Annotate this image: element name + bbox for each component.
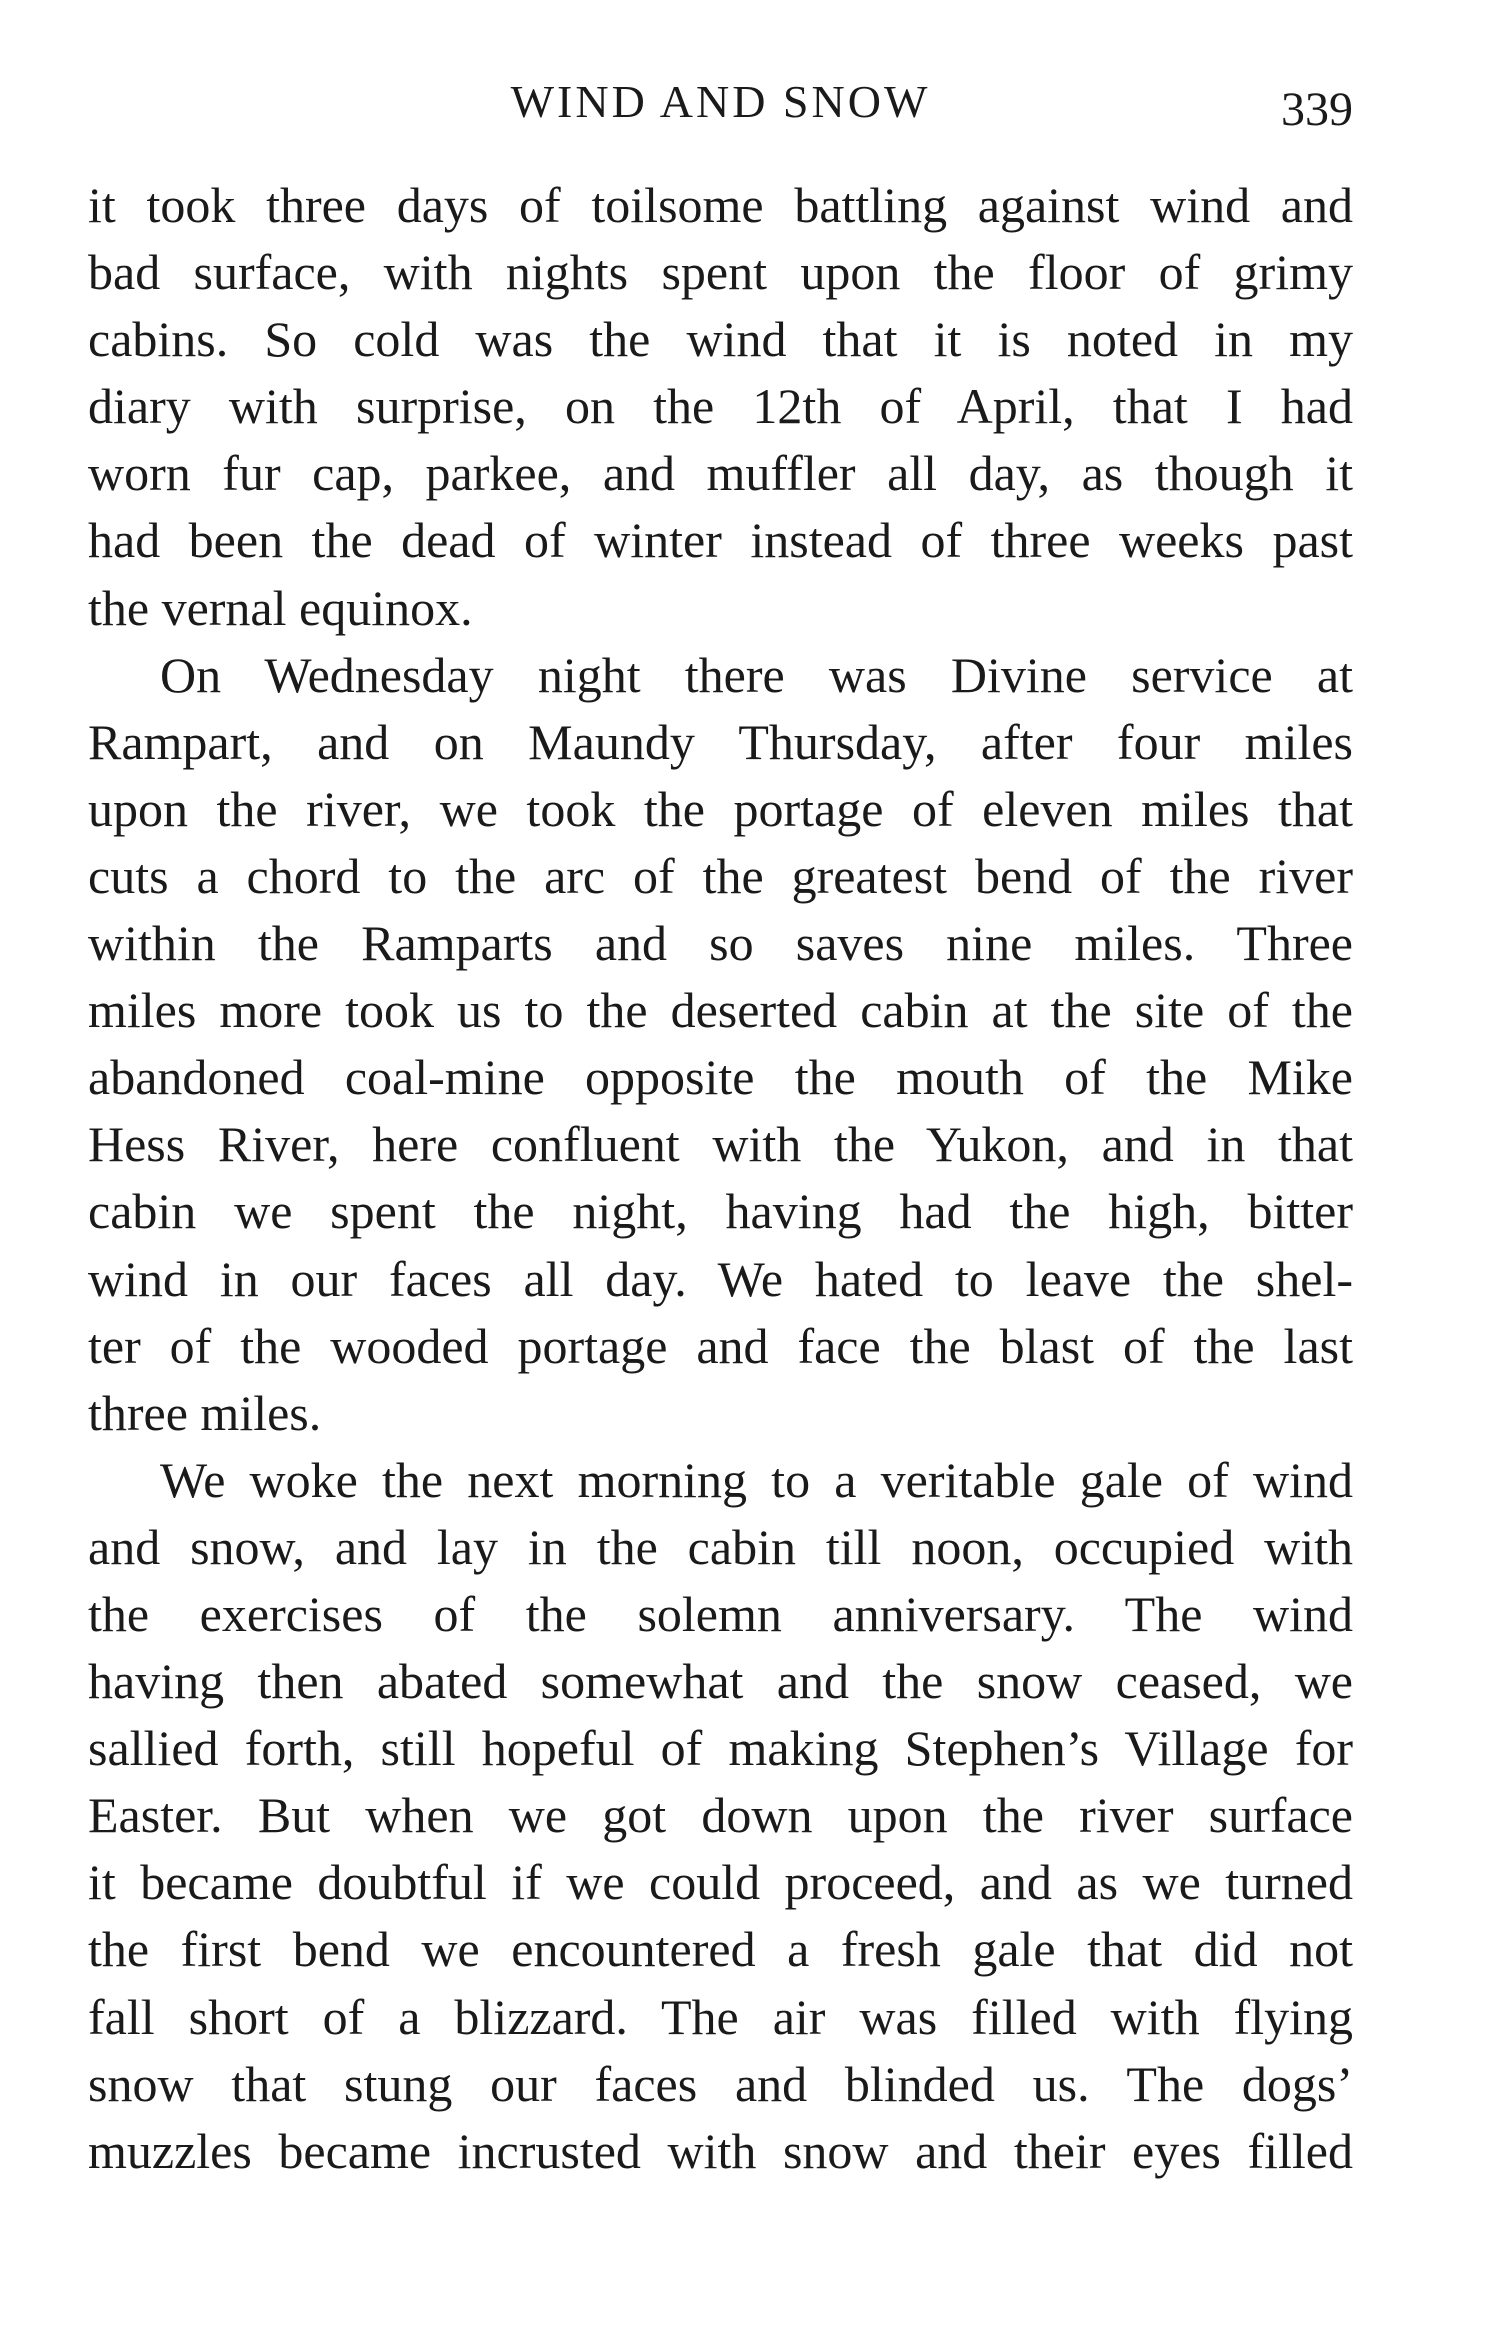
text-line: bad surface, with nights spent upon the floor of grimy <box>88 244 1353 301</box>
text-line: three miles. <box>88 1384 322 1441</box>
running-head <box>88 72 1353 136</box>
body-text <box>88 172 1353 2185</box>
text-line: fall short of a blizzard. The air was filled with flying <box>88 1988 1353 2045</box>
text-line: the exercises of the solemn anniversary. The wind <box>88 1585 1353 1642</box>
text-line: On Wednesday night there was Divine service at <box>160 646 1353 703</box>
text-line: Easter. But when we got down upon the river surface <box>88 1787 1353 1844</box>
text-line: cuts a chord to the arc of the greatest bend of the river <box>88 847 1353 904</box>
text-line: had been the dead of winter instead of three weeks past <box>88 512 1353 569</box>
text-line: Hess River, here confluent with the Yukon, and in that <box>88 1116 1353 1173</box>
text-line: it became doubtful if we could proceed, and as we turned <box>88 1854 1353 1911</box>
paragraph-3 <box>88 1447 1353 2185</box>
text-line: cabin we spent the night, having had the high, bitter <box>88 1183 1353 1240</box>
text-line: within the Ramparts and so saves nine miles. Three <box>88 915 1353 972</box>
text-line: snow that stung our faces and blinded us. The dogs’ <box>88 2055 1353 2112</box>
paragraph-1 <box>88 172 1353 642</box>
text-line: it took three days of toilsome battling against wind and <box>88 177 1353 233</box>
text-line: cabins. So cold was the wind that it is noted in my <box>88 311 1353 368</box>
text-line: and snow, and lay in the cabin till noon, occupied with <box>88 1518 1353 1575</box>
text-line: Rampart, and on Maundy Thursday, after four miles <box>88 713 1353 770</box>
paragraph-2 <box>88 642 1353 1447</box>
text-line: upon the river, we took the portage of eleven miles that <box>88 780 1353 837</box>
page-number: 339 <box>1281 83 1353 136</box>
text-line: abandoned coal-mine opposite the mouth of the Mike <box>88 1049 1353 1106</box>
text-line: miles more took us to the deserted cabin at the site of the <box>88 982 1353 1039</box>
running-title: WIND AND SNOW <box>510 76 931 127</box>
text-line: having then abated somewhat and the snow ceased, we <box>88 1653 1353 1710</box>
text-line: the first bend we encountered a fresh gale that did not <box>88 1921 1353 1978</box>
text-line: sallied forth, still hopeful of making Stephen’s Village for <box>88 1720 1353 1777</box>
text-line: We woke the next morning to a veritable gale of wind <box>160 1451 1353 1508</box>
text-line: the vernal equinox. <box>88 579 473 636</box>
text-line: worn fur cap, parkee, and muffler all day, as though it <box>88 445 1353 502</box>
text-line: muzzles became incrusted with snow and their eyes filled <box>88 2122 1353 2179</box>
text-line: diary with surprise, on the 12th of April, that I had <box>88 378 1353 435</box>
text-line: ter of the wooded portage and face the blast of the last <box>88 1317 1353 1374</box>
text-line: wind in our faces all day. We hated to leave the shel- <box>88 1250 1353 1307</box>
